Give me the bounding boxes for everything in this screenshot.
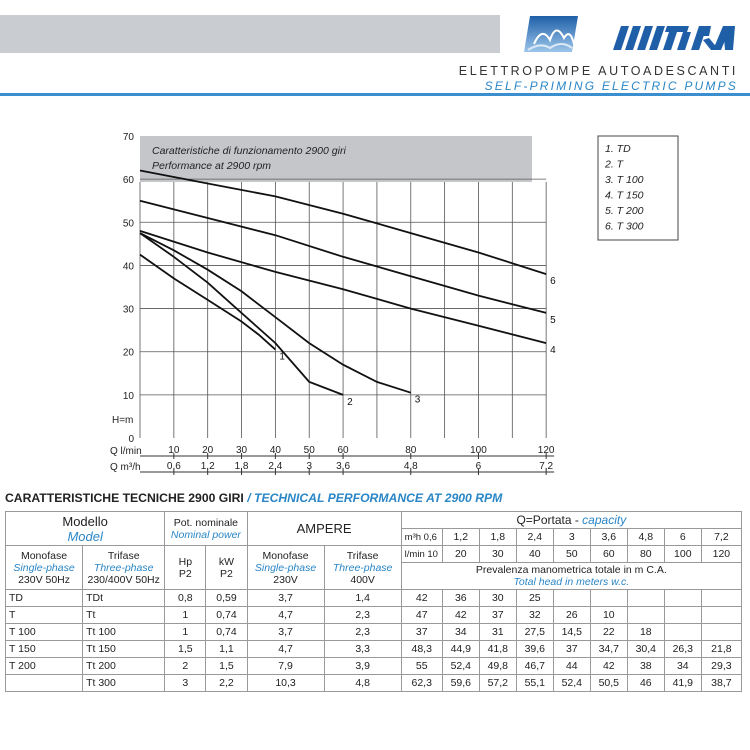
lmin-cell: 50 [553, 546, 590, 563]
section-title-en: TECHNICAL PERFORMANCE AT 2900 RPM [254, 491, 503, 505]
y-tick-label: 40 [122, 261, 134, 273]
head-value: 50,5 [590, 675, 627, 692]
kw-value: 1,1 [206, 641, 247, 658]
table-header-row-1 [6, 512, 742, 529]
head-value: 25 [516, 590, 553, 607]
amp-mono-value: 4,7 [247, 641, 324, 658]
hp-value: 1 [165, 607, 206, 624]
head-value: 26 [553, 607, 590, 624]
tagline-italian: ELETTROPOMPE AUTOADESCANTI [458, 64, 738, 78]
m3h-cell: 7,2 [701, 529, 741, 546]
legend-item: 2. T [605, 158, 624, 171]
monofase-label: Monofase [20, 549, 68, 562]
model-tri: Tt 200 [83, 658, 165, 675]
amp-mono-header [247, 546, 324, 590]
amp-tri-value: 1,4 [324, 590, 401, 607]
head-value: 27,5 [516, 624, 553, 641]
pot-nominale-label: Pot. nominale [173, 516, 239, 529]
x-tick-label-m3h: 3 [306, 461, 313, 472]
head-value: 31 [479, 624, 516, 641]
model-header [6, 512, 165, 546]
head-value: 37 [479, 607, 516, 624]
head-value: 46,7 [516, 658, 553, 675]
head-value: 47 [401, 607, 442, 624]
amp-tri-value: 4,8 [324, 675, 401, 692]
amp-mono-value: 3,7 [247, 590, 324, 607]
single-phase-label: Single-phase [13, 561, 75, 574]
curve-label: 4 [550, 345, 556, 357]
hp-p2-label: P2 [178, 567, 192, 580]
head-value: 42 [442, 607, 479, 624]
kw-value: 1,5 [206, 658, 247, 675]
amp-tri-value: 3,3 [324, 641, 401, 658]
trifase-label: Trifase [107, 549, 140, 562]
x-axis-label-lmin: Q l/min [110, 446, 142, 457]
x-tick-label-m3h: 1,2 [200, 461, 215, 472]
curve-label: 6 [550, 276, 556, 288]
legend-item: 4. T 150 [605, 189, 644, 202]
head-value [590, 590, 627, 607]
model-tri: Tt 300 [83, 675, 165, 692]
model-mono: T 100 [6, 624, 83, 641]
matra-wordmark [607, 12, 737, 54]
portata-label: Q=Portata - [516, 513, 583, 527]
table-header-row-3 [6, 546, 742, 563]
lmin-cell: 100 [664, 546, 701, 563]
head-value [664, 607, 701, 624]
x-tick-label-m3h: 0,6 [166, 461, 181, 472]
amp-three-label: Three-phase [332, 561, 393, 574]
legend-item: 5. T 200 [605, 205, 644, 217]
head-value: 42 [401, 590, 442, 607]
model-tri: Tt 150 [83, 641, 165, 658]
m3h-cell: 2,4 [516, 529, 553, 546]
y-tick-label: 20 [122, 347, 134, 359]
model-label: Model [67, 528, 103, 544]
head-value: 49,8 [479, 658, 516, 675]
head-value: 41,8 [479, 641, 516, 658]
kw-header [206, 546, 247, 590]
amp-mono-value: 10,3 [247, 675, 324, 692]
head-value: 42 [590, 658, 627, 675]
legend-item: 6. T 300 [605, 220, 644, 233]
head-value: 52,4 [553, 675, 590, 692]
head-value: 46 [627, 675, 664, 692]
x-tick-label-lmin: 120 [537, 445, 555, 456]
curve-label: 5 [550, 314, 556, 326]
prevalenza-label: Prevalenza manometrica totale in m C.A. [475, 564, 667, 576]
head-value: 44,9 [442, 641, 479, 658]
header-gray-bar [0, 15, 500, 53]
head-value: 29,3 [701, 658, 741, 675]
y-axis-label: H=m [112, 414, 134, 426]
head-value: 34 [442, 624, 479, 641]
header-divider [0, 93, 750, 96]
section-title-it: CARATTERISTICHE TECNICHE 2900 GIRI [5, 491, 244, 505]
tagline-english: SELF-PRIMING ELECTRIC PUMPS [484, 79, 738, 93]
head-value [664, 624, 701, 641]
lmin-label: l/min 10 [401, 546, 442, 563]
x-axis-label-m3h: Q m³/h [110, 462, 141, 473]
trifase-voltage: 230/400V 50Hz [87, 573, 160, 586]
curve-label: 2 [347, 396, 353, 408]
nominal-power-label: Nominal power [170, 528, 241, 541]
ampere-header: AMPERE [247, 512, 401, 546]
head-value: 37 [401, 624, 442, 641]
x-tick-label-m3h: 4,8 [403, 461, 418, 472]
table-row [6, 624, 742, 641]
amp-mono-value: 4,7 [247, 607, 324, 624]
capacity-label: capacity [582, 513, 627, 527]
table-row [6, 590, 742, 607]
head-value [701, 624, 741, 641]
kw-value: 0,74 [206, 624, 247, 641]
m3h-cell: 1,8 [479, 529, 516, 546]
table-row [6, 658, 742, 675]
x-tick-label-lmin: 40 [269, 445, 281, 456]
power-header [165, 512, 247, 546]
x-tick-label-m3h: 3,6 [336, 461, 351, 472]
head-value: 38,7 [701, 675, 741, 692]
lmin-cell: 60 [590, 546, 627, 563]
head-value: 55 [401, 658, 442, 675]
x-tick-label-lmin: 10 [168, 445, 180, 456]
head-value: 37 [553, 641, 590, 658]
capacity-header [401, 512, 741, 529]
head-value [701, 590, 741, 607]
kw-p2-label: P2 [220, 567, 233, 580]
head-value: 57,2 [479, 675, 516, 692]
head-value [553, 590, 590, 607]
section-title [5, 491, 502, 505]
head-value: 30 [479, 590, 516, 607]
model-mono: T 200 [6, 658, 83, 675]
head-value: 21,8 [701, 641, 741, 658]
head-value: 18 [627, 624, 664, 641]
total-head-label: Total head in meters w.c. [513, 576, 630, 588]
table-row [6, 675, 742, 692]
m3h-cell: 1,2 [442, 529, 479, 546]
head-value: 62,3 [401, 675, 442, 692]
amp-tri-header [324, 546, 401, 590]
head-value: 38 [627, 658, 664, 675]
water-splash-image [520, 14, 582, 54]
hp-value: 1 [165, 624, 206, 641]
head-value: 55,1 [516, 675, 553, 692]
model-tri: Tt [83, 607, 165, 624]
y-tick-label: 70 [122, 132, 134, 143]
amp-tri-voltage: 400V [350, 573, 375, 586]
head-value: 59,6 [442, 675, 479, 692]
table-row [6, 641, 742, 658]
x-tick-label-lmin: 30 [235, 445, 248, 456]
legend-item: 1. TD [605, 143, 631, 155]
head-value [664, 590, 701, 607]
head-value: 34 [664, 658, 701, 675]
performance-chart [100, 128, 690, 488]
model-mono: T [6, 607, 83, 624]
head-value: 52,4 [442, 658, 479, 675]
x-tick-label-m3h: 1,8 [234, 461, 249, 472]
amp-tri-value: 3,9 [324, 658, 401, 675]
monofase-voltage: 230V 50Hz [18, 573, 71, 586]
chart-title: Caratteristiche di funzionamento 2900 giri [152, 145, 346, 157]
amp-mono-label: Monofase [262, 549, 309, 562]
trifase-header [83, 546, 165, 590]
model-mono [6, 675, 83, 692]
three-phase-label: Three-phase [93, 561, 154, 574]
head-value [701, 607, 741, 624]
hp-header [165, 546, 206, 590]
kw-value: 2,2 [206, 675, 247, 692]
hp-value: 1,5 [165, 641, 206, 658]
head-value [627, 590, 664, 607]
head-value: 10 [590, 607, 627, 624]
head-header [401, 563, 741, 590]
x-tick-label-m3h: 6 [475, 461, 482, 472]
x-tick-label-m3h: 2,4 [268, 461, 283, 472]
x-tick-label-lmin: 100 [470, 445, 487, 456]
amp-tri-label: Trifase [346, 549, 379, 562]
head-value: 14,5 [553, 624, 590, 641]
y-tick-label: 30 [122, 304, 134, 316]
hp-value: 3 [165, 675, 206, 692]
model-tri: Tt 100 [83, 624, 165, 641]
curve-label: 3 [414, 394, 421, 406]
head-value: 22 [590, 624, 627, 641]
m3h-cell: 6 [664, 529, 701, 546]
amp-mono-voltage: 230V [273, 573, 298, 586]
table-body [6, 590, 742, 692]
m3h-label: m³h 0,6 [401, 529, 442, 546]
lmin-cell: 30 [479, 546, 516, 563]
technical-table [5, 511, 742, 692]
amp-tri-value: 2,3 [324, 624, 401, 641]
model-tri: TDt [83, 590, 165, 607]
amp-mono-value: 3,7 [247, 624, 324, 641]
hp-value: 2 [165, 658, 206, 675]
hp-value: 0,8 [165, 590, 206, 607]
m3h-cell: 3 [553, 529, 590, 546]
chart-subtitle: Performance at 2900 rpm [152, 160, 272, 172]
head-value: 41,9 [664, 675, 701, 692]
kw-label: kW [218, 555, 235, 568]
lmin-cell: 20 [442, 546, 479, 563]
monofase-header [6, 546, 83, 590]
head-value: 48,3 [401, 641, 442, 658]
y-tick-label: 0 [128, 434, 134, 445]
head-value: 30,4 [627, 641, 664, 658]
head-value: 26,3 [664, 641, 701, 658]
y-tick-label: 10 [122, 390, 134, 402]
x-tick-label-lmin: 80 [405, 445, 417, 456]
x-tick-label-lmin: 50 [303, 445, 315, 456]
model-mono: TD [6, 590, 83, 607]
x-tick-label-lmin: 20 [202, 445, 214, 456]
model-mono: T 150 [6, 641, 83, 658]
amp-tri-value: 2,3 [324, 607, 401, 624]
lmin-cell: 80 [627, 546, 664, 563]
head-value: 39,6 [516, 641, 553, 658]
m3h-cell: 3,6 [590, 529, 627, 546]
x-tick-label-lmin: 60 [337, 445, 349, 456]
head-value: 34,7 [590, 641, 627, 658]
head-value: 44 [553, 658, 590, 675]
modello-label: Modello [62, 513, 108, 529]
y-tick-label: 50 [122, 218, 134, 230]
y-tick-label: 60 [122, 175, 134, 187]
amp-mono-value: 7,9 [247, 658, 324, 675]
chart-title-box [140, 136, 532, 182]
amp-single-label: Single-phase [254, 561, 317, 574]
curve-label: 1 [279, 351, 285, 363]
kw-value: 0,74 [206, 607, 247, 624]
lmin-cell: 120 [701, 546, 741, 563]
x-tick-label-m3h: 7,2 [539, 461, 554, 472]
m3h-cell: 4,8 [627, 529, 664, 546]
table-row [6, 607, 742, 624]
legend-item: 3. T 100 [605, 174, 644, 186]
section-title-separator: / [243, 491, 254, 505]
kw-value: 0,59 [206, 590, 247, 607]
head-value [627, 607, 664, 624]
hp-label: Hp [178, 555, 193, 568]
head-value: 32 [516, 607, 553, 624]
lmin-cell: 40 [516, 546, 553, 563]
head-value: 36 [442, 590, 479, 607]
